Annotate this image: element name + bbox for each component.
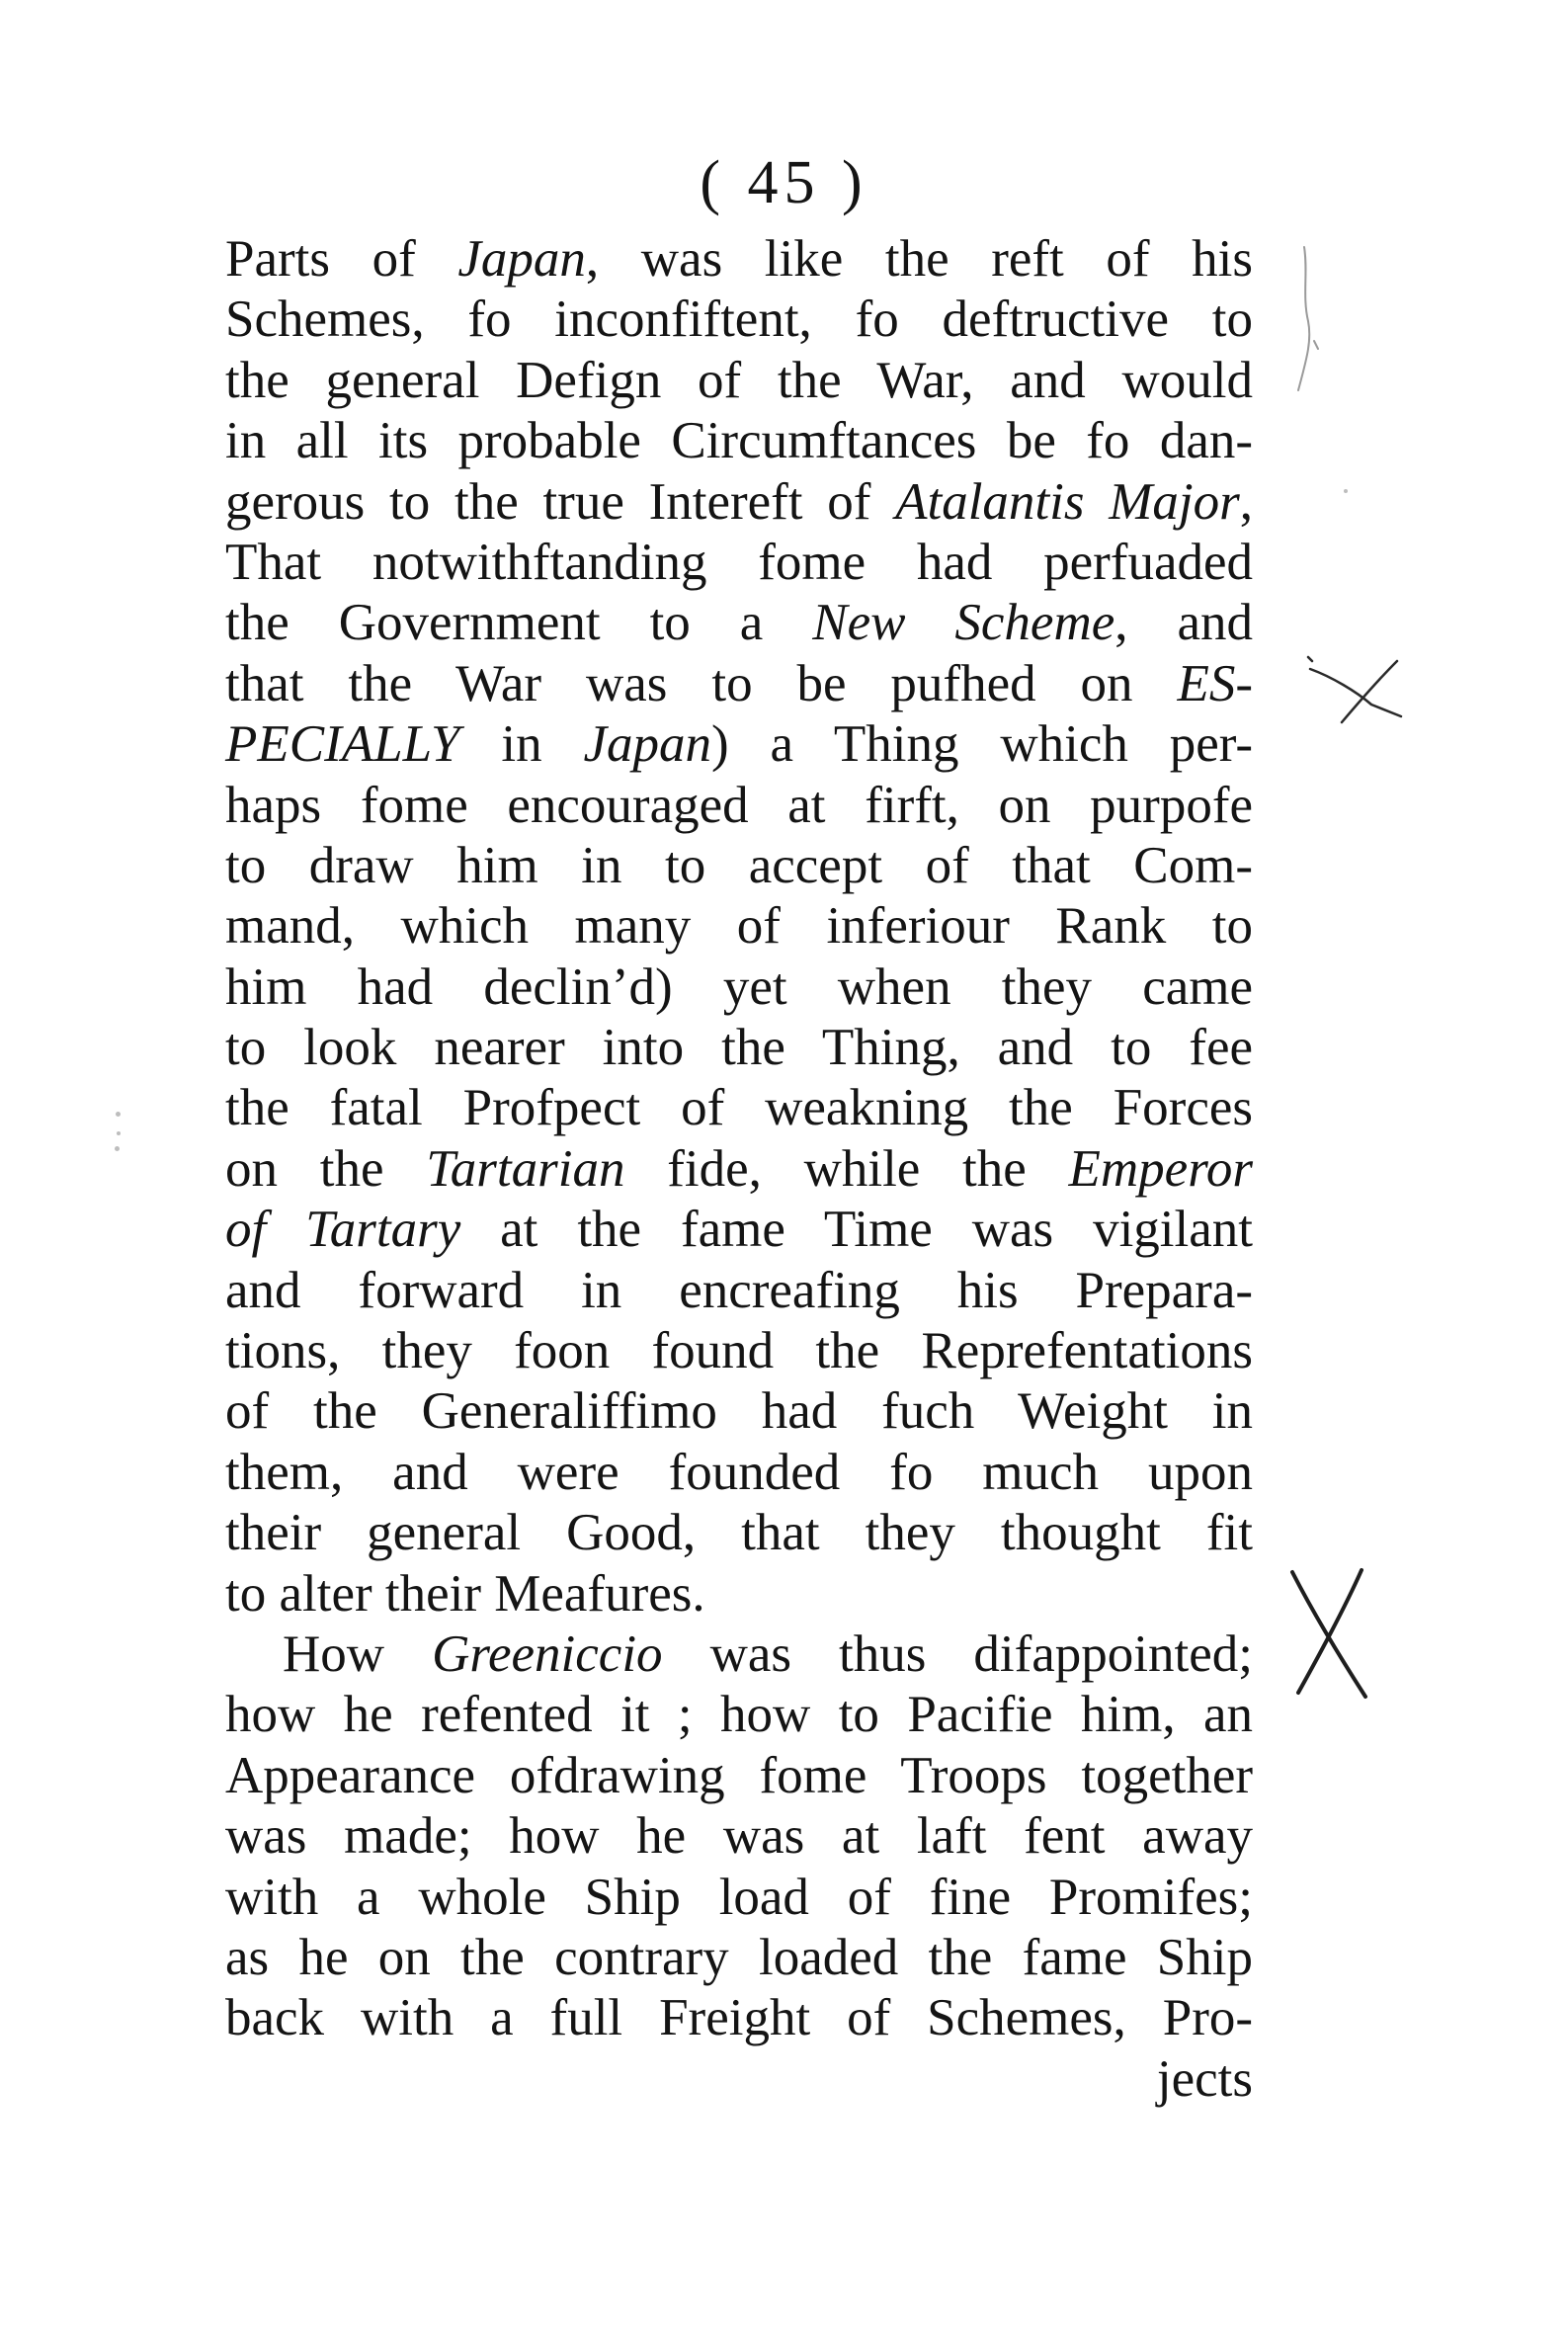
text-line — [225, 1746, 1253, 1806]
text-line — [225, 351, 1253, 411]
text-line — [225, 1078, 1253, 1138]
text-run: ) a Thing which per- — [710, 715, 1253, 774]
page-number: ( 45 ) — [700, 149, 868, 216]
text-run: him had declin’d) yet when they came — [225, 958, 1253, 1016]
text-run: That notwithftanding fome had perfuaded — [225, 533, 1253, 591]
text-line — [225, 1018, 1253, 1078]
text-run: Parts of — [225, 230, 458, 288]
text-line — [225, 1685, 1253, 1745]
text-run: mand, which many of inferiour Rank to — [225, 897, 1253, 956]
italic-text: ES- — [1177, 654, 1253, 712]
italic-text: Japan — [583, 715, 711, 774]
italic-text: Emperor — [1068, 1139, 1253, 1198]
text-line — [225, 1988, 1253, 2048]
text-run: , and — [1114, 594, 1253, 652]
margin-speck — [117, 1131, 121, 1135]
text-line — [225, 1503, 1253, 1563]
text-run: back with a full Freight of Schemes, Pro- — [225, 1989, 1253, 2047]
text-run: to look nearer into the Thing, and to fee — [225, 1019, 1253, 1077]
text-run: fide, while the — [624, 1139, 1069, 1198]
text-line — [225, 593, 1253, 653]
italic-text: Japan — [457, 230, 586, 288]
body-text — [225, 229, 1253, 2110]
text-line — [225, 290, 1253, 350]
margin-x-mark — [1284, 1566, 1373, 1705]
text-run: that the War was to be pufhed on — [225, 654, 1178, 712]
text-run: tions, they foon found the Reprefentations — [225, 1322, 1253, 1380]
text-run: them, and were founded fo much upon — [225, 1443, 1253, 1501]
text-line — [225, 958, 1253, 1018]
margin-speck — [115, 1146, 120, 1151]
italic-text: PECIALLY — [225, 715, 460, 774]
margin-cross-mark-small — [1302, 647, 1411, 736]
text-run: was thus difappointed; — [662, 1624, 1253, 1683]
text-run: gerous to the true Intereft of — [225, 472, 896, 531]
text-run: on the — [225, 1139, 427, 1198]
text-line — [225, 472, 1253, 533]
text-run: to alter their Meafures. — [225, 1564, 705, 1623]
text-run: the fatal Profpect of weakning the Forces — [225, 1079, 1253, 1137]
italic-text: Greeniccio — [432, 1624, 663, 1683]
italic-text: Tartarian — [426, 1139, 625, 1198]
text-line — [225, 1381, 1253, 1442]
margin-speck — [1344, 489, 1348, 493]
text-run: as he on the contrary loaded the fame Ship — [225, 1928, 1253, 1986]
text-run: was made; how he was at laft fent away — [225, 1807, 1253, 1866]
catchword: jects — [1156, 2049, 1253, 2108]
text-line — [225, 776, 1253, 836]
text-line — [225, 1928, 1253, 1988]
text-run: with a whole Ship load of fine Promifes; — [225, 1868, 1253, 1926]
text-run: the general Defign of the War, and would — [225, 351, 1253, 409]
text-run: the Government to a — [225, 594, 813, 652]
text-run: haps fome encouraged at firft, on purpofe — [225, 776, 1253, 834]
text-line — [225, 714, 1253, 775]
text-line — [225, 229, 1253, 290]
text-run: of the Generaliffimo had fuch Weight in — [225, 1382, 1253, 1441]
text-run: their general Good, that they thought fit — [225, 1504, 1253, 1562]
italic-text: New Scheme — [812, 594, 1115, 652]
text-line — [225, 1321, 1253, 1381]
text-run: , was like the reft of his — [585, 230, 1253, 288]
text-run: Appearance ofdrawing fome Troops together — [225, 1746, 1253, 1804]
text-line — [225, 1624, 1253, 1685]
margin-pencil-squiggle — [1284, 242, 1324, 420]
italic-text: of Tartary — [225, 1201, 461, 1259]
text-line — [225, 1564, 1253, 1624]
text-line — [225, 1139, 1253, 1200]
text-run: and forward in encreafing his Prepara- — [225, 1261, 1253, 1319]
text-line — [225, 1200, 1253, 1260]
text-line — [225, 896, 1253, 957]
text-line — [225, 836, 1253, 896]
text-line — [225, 411, 1253, 471]
text-run: Schemes, fo inconfiftent, fo deftructive to — [225, 291, 1253, 349]
text-line — [225, 654, 1253, 714]
text-run: in — [459, 715, 584, 774]
text-run: how he refented it ; how to Pacifie him, an — [225, 1686, 1253, 1744]
text-line — [225, 1868, 1253, 1928]
text-run: to draw him in to accept of that Com- — [225, 836, 1253, 894]
text-line — [225, 1443, 1253, 1503]
text-run: How — [283, 1624, 433, 1683]
text-line — [225, 533, 1253, 593]
text-run: , — [1239, 472, 1253, 531]
text-line — [225, 1806, 1253, 1867]
margin-speck — [116, 1112, 121, 1117]
text-run: in all its probable Circumftances be fo dan- — [225, 412, 1253, 470]
text-run: at the fame Time was vigilant — [460, 1201, 1253, 1259]
italic-text: Atalantis Major — [895, 472, 1240, 531]
text-line — [225, 1261, 1253, 1321]
